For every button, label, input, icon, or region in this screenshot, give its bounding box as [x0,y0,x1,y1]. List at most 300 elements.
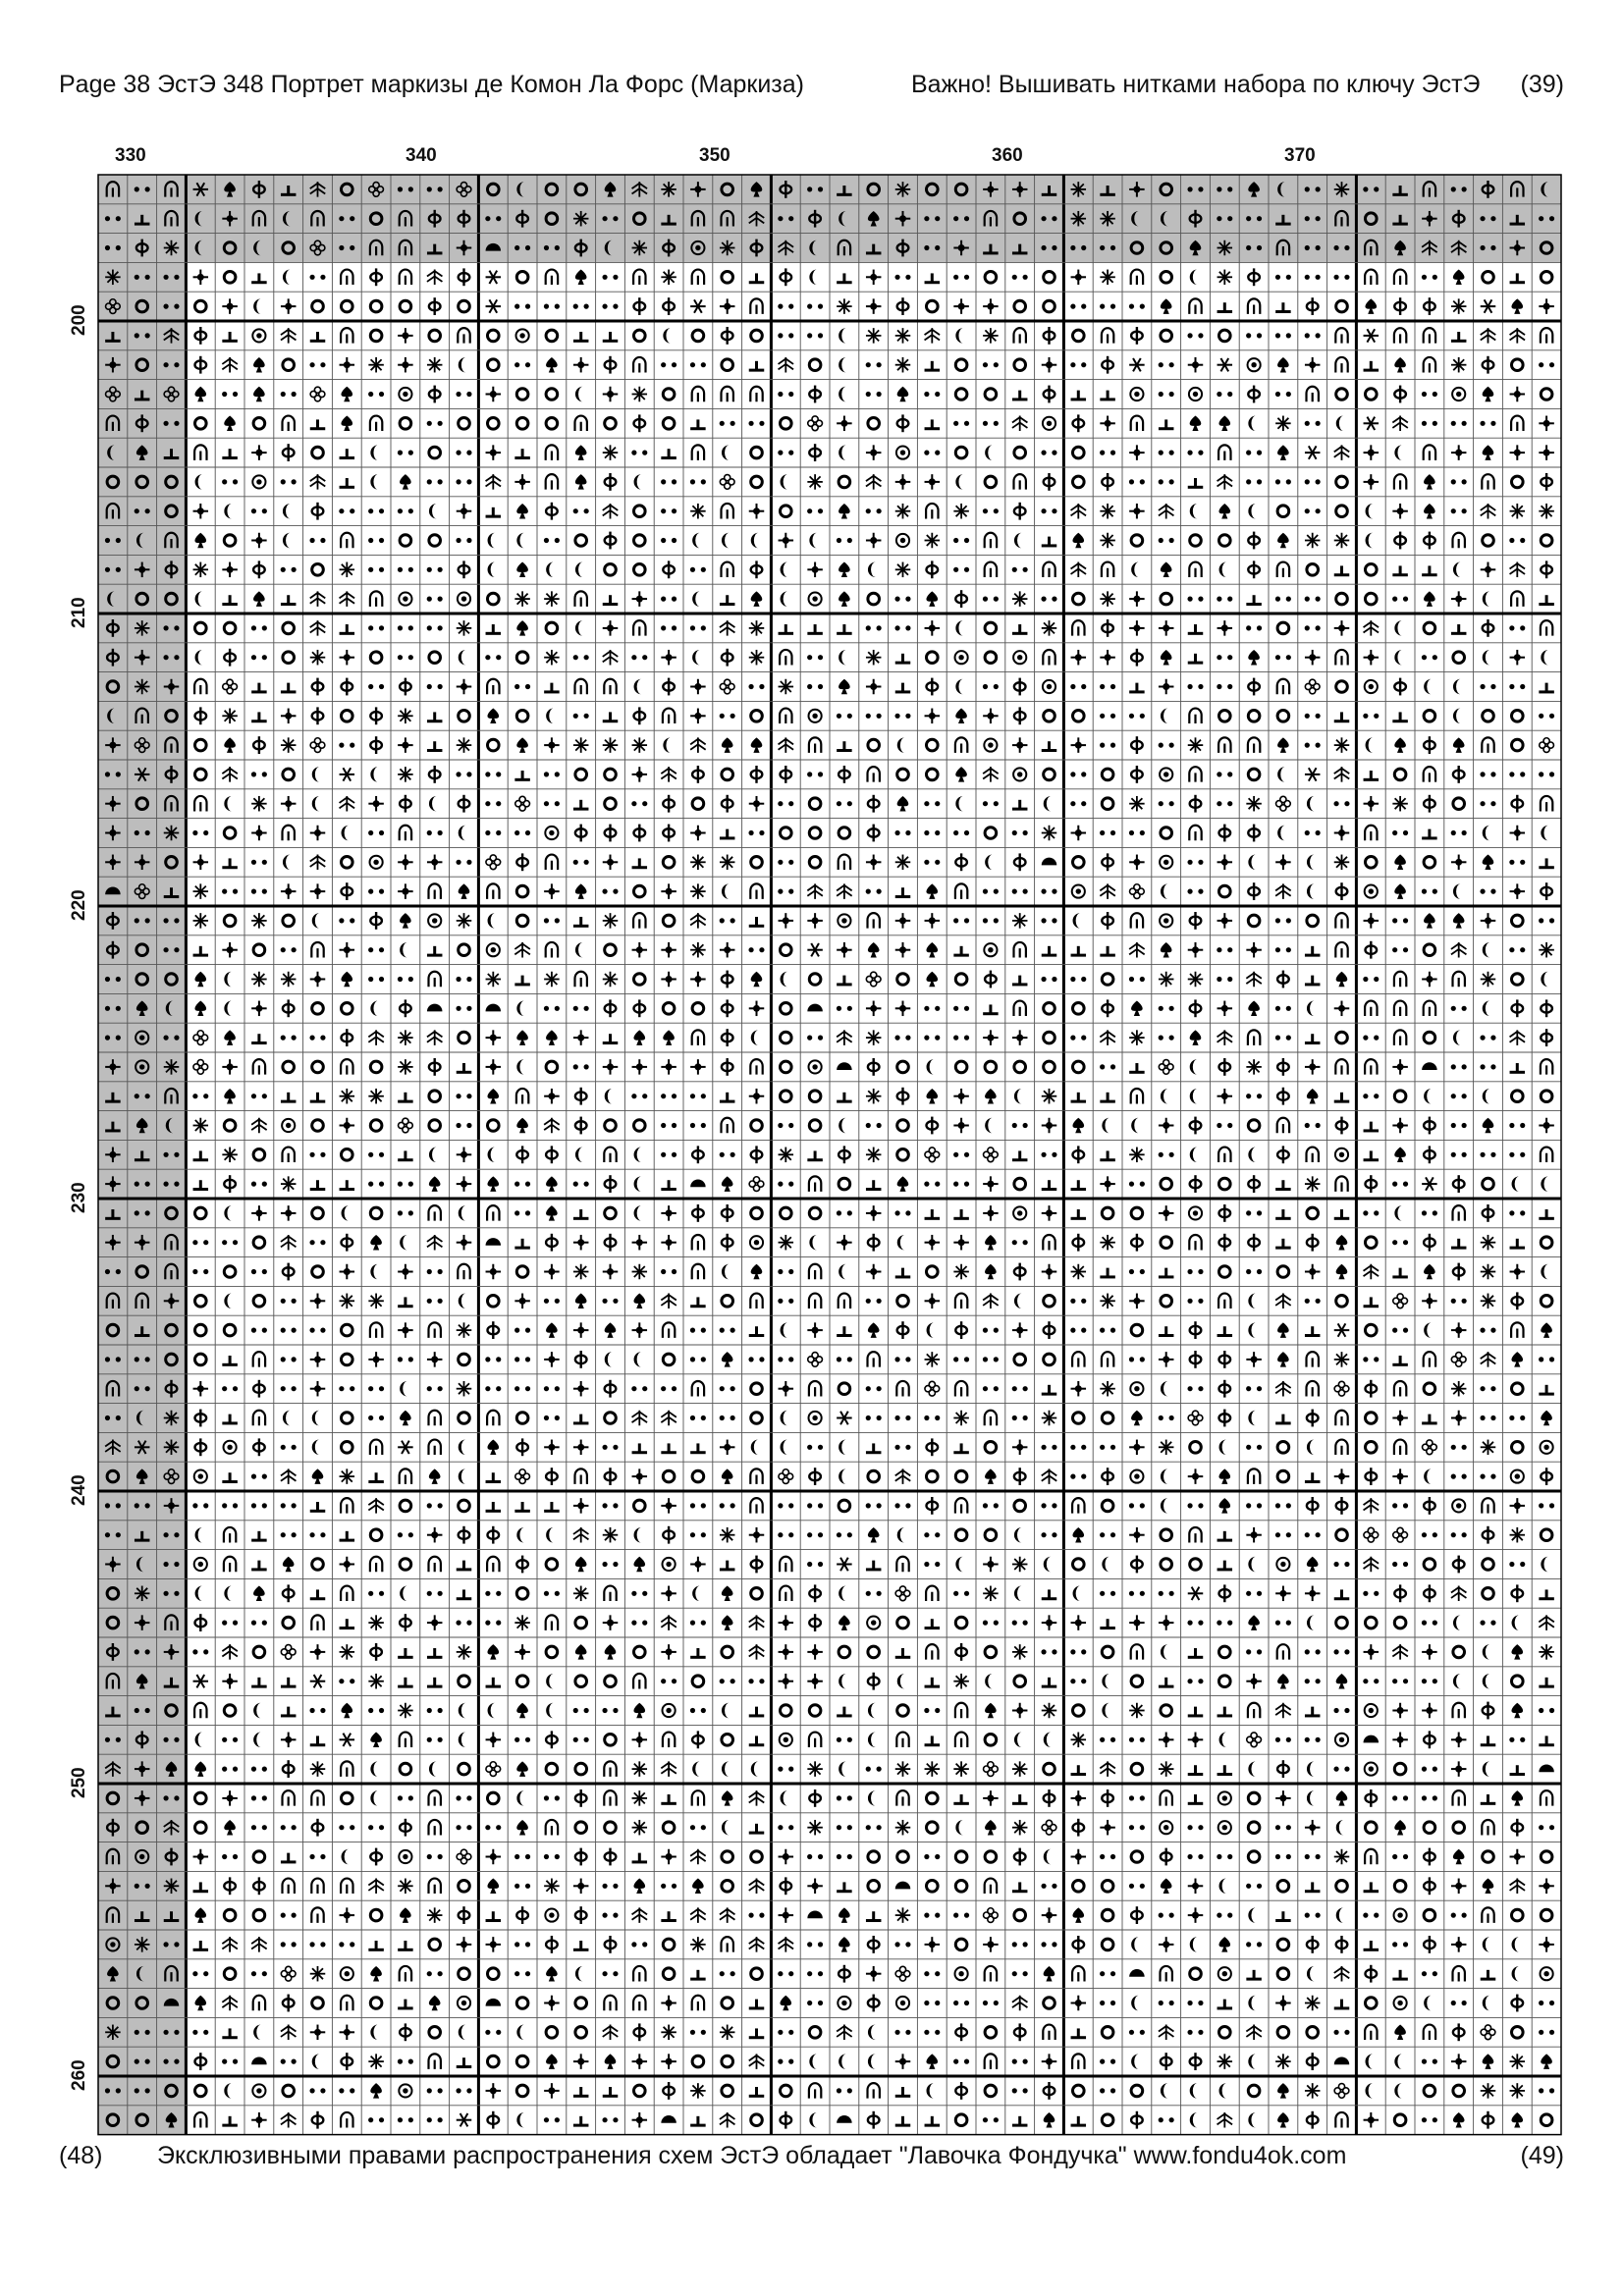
stitch-symbol-snowflake [1539,1644,1553,1659]
stitch-symbol-crescent [1073,913,1081,928]
stitch-symbol-plus-dot [1042,1118,1056,1133]
stitch-symbol-circle [985,1061,997,1073]
stitch-symbol-diamond-dots [309,1152,325,1157]
stitch-symbol-tree [1275,1294,1290,1308]
stitch-symbol-circle [1102,2114,1113,2126]
stitch-symbol-diamond-dots [1539,2088,1554,2093]
stitch-symbol-circle [1307,915,1319,927]
stitch-symbol-plus-dot [1129,504,1144,518]
stitch-symbol-circle [546,417,558,429]
stitch-symbol-plus-dot [573,357,588,372]
stitch-symbol-diamond-dots [924,1562,940,1567]
stitch-symbol-spade [429,1176,441,1191]
stitch-symbol-phi [575,1906,587,1924]
stitch-symbol-arch [575,591,587,606]
stitch-symbol-phi [1190,795,1202,813]
stitch-symbol-phi [1131,2111,1143,2129]
stitch-symbol-up-tack [661,1794,676,1803]
stitch-symbol-tree [661,1411,676,1425]
stitch-symbol-circle [1102,1500,1113,1512]
stitch-symbol-diamond-dots [837,1854,852,1859]
stitch-symbol-spade [1511,1352,1523,1366]
stitch-symbol-circle [663,1002,675,1014]
stitch-symbol-plus-dot [720,298,734,313]
stitch-symbol-arch [1218,1294,1230,1308]
stitch-symbol-diamond-dots [339,1386,354,1391]
stitch-symbol-snowflake [1129,1148,1144,1162]
stitch-symbol-circle [370,1061,382,1073]
stitch-symbol-diamond-dots [192,1094,208,1098]
stitch-symbol-diamond-dots [573,304,589,309]
stitch-symbol-bullseye [1013,651,1026,664]
stitch-symbol-diamond-dots [602,1884,618,1889]
stitch-symbol-diamond-dots [456,1621,471,1626]
stitch-symbol-bullseye [1365,1704,1378,1717]
stitch-symbol-diamond-dots [631,655,647,660]
stitch-symbol-diamond-dots [690,1708,706,1713]
stitch-symbol-plus-dot [1539,416,1553,431]
stitch-symbol-tree [779,357,793,372]
stitch-symbol-diamond-dots [837,1825,852,1830]
stitch-symbol-circle [1394,1617,1406,1629]
stitch-symbol-up-tack [1275,1239,1290,1248]
stitch-symbol-diamond-dots [368,1591,384,1596]
stitch-symbol-spade [194,1001,206,1016]
stitch-symbol-plus-dot [749,1527,764,1542]
stitch-symbol-crescent [1248,1411,1256,1425]
stitch-symbol-plus-dot [1451,2054,1466,2068]
stitch-symbol-up-tack [1275,1911,1290,1920]
stitch-symbol-up-tack [895,1648,910,1657]
stitch-symbol-flower [749,1177,764,1192]
stitch-symbol-diamond-dots [1159,1036,1174,1041]
stitch-symbol-plus-dot [1364,474,1379,489]
stitch-symbol-diamond-dots [1070,772,1086,776]
stitch-symbol-diamond-dots [1246,1094,1262,1098]
stitch-symbol-circle [1511,2026,1523,2038]
stitch-symbol-plus-dot [1510,826,1525,840]
stitch-symbol-crescent [224,1294,232,1308]
stitch-symbol-circle [1453,2085,1465,2097]
stitch-symbol-phi [575,1351,587,1368]
stitch-symbol-spade [780,1996,791,2010]
stitch-symbol-phi [253,1877,265,1895]
stitch-symbol-tree [1539,1615,1553,1629]
stitch-symbol-plus-dot [193,855,208,870]
stitch-symbol-diamond-dots [1100,1064,1115,1069]
stitch-symbol-bullseye [838,1997,850,2009]
stitch-symbol-diamond-dots [1100,1532,1115,1537]
stitch-symbol-crescent [1014,1089,1022,1103]
stitch-symbol-plus-dot [398,357,412,372]
stitch-symbol-asterisk [807,943,822,956]
stitch-symbol-plus-dot [1129,620,1144,635]
stitch-symbol-diamond-dots [1217,1854,1232,1859]
stitch-symbol-flower [1334,1381,1349,1396]
stitch-symbol-phi [780,766,791,783]
stitch-symbol-diamond-dots [1275,947,1291,952]
stitch-symbol-crescent [722,445,730,459]
stitch-symbol-diamond-dots [1480,684,1495,689]
stitch-symbol-up-tack [661,1443,676,1452]
stitch-symbol-circle [780,2085,791,2097]
stitch-symbol-diamond-dots [866,1299,882,1304]
stitch-symbol-snowflake [1334,182,1349,196]
stitch-symbol-arch [1541,620,1552,635]
stitch-symbol-crescent [692,591,700,606]
stitch-symbol-diamond-dots [778,392,793,397]
stitch-symbol-crescent [1161,2083,1168,2098]
stitch-symbol-diamond-dots [837,1795,852,1800]
stitch-symbol-asterisk [1305,768,1320,780]
stitch-symbol-snowflake [544,972,559,987]
stitch-symbol-diamond-dots [894,1415,910,1420]
stitch-symbol-diamond-dots [281,1913,297,1918]
stitch-symbol-plus-dot [1159,679,1173,694]
stitch-symbol-arch [458,328,469,343]
stitch-symbol-arch [868,913,880,928]
stitch-symbol-crescent [1453,883,1461,898]
column-label: 330 [115,145,146,166]
stitch-symbol-diamond-dots [1305,333,1321,338]
stitch-symbol-diamond-dots [837,801,852,806]
stitch-symbol-circle [1365,1998,1377,2009]
stitch-symbol-arch [750,387,762,401]
stitch-symbol-plus-dot [749,504,764,518]
stitch-symbol-spade [546,1176,558,1191]
stitch-symbol-snowflake [1275,2054,1290,2068]
stitch-symbol-diamond-dots [1041,451,1056,455]
stitch-symbol-snowflake [193,913,208,928]
stitch-symbol-plus-dot [866,679,881,694]
stitch-symbol-snowflake [1510,1527,1525,1542]
stitch-symbol-snowflake [457,913,471,928]
stitch-symbol-phi [1248,561,1260,578]
stitch-symbol-plus-dot [310,1352,325,1366]
stitch-symbol-circle [633,563,645,575]
stitch-symbol-phi [1394,678,1406,696]
stitch-symbol-circle [897,1061,909,1073]
stitch-symbol-crescent [1307,855,1315,870]
stitch-symbol-phi [370,736,382,754]
stitch-symbol-arch [955,1498,967,1513]
stitch-symbol-flower [866,972,881,987]
stitch-symbol-spade [692,1879,704,1894]
stitch-symbol-plus-dot [1100,650,1114,665]
stitch-symbol-phi [722,1058,733,1076]
stitch-symbol-circle [1336,1617,1348,1629]
stitch-symbol-crescent [781,1411,788,1425]
stitch-symbol-crescent [692,1586,700,1601]
stitch-symbol-plus-dot [807,1674,822,1688]
stitch-symbol-plus-dot [983,1030,998,1044]
stitch-symbol-snowflake [720,855,734,870]
stitch-symbol-crescent [370,1264,378,1279]
stitch-symbol-arch [1131,270,1143,285]
stitch-symbol-circle [780,1207,791,1219]
stitch-symbol-diamond-dots [1100,830,1115,835]
stitch-symbol-bullseye [1189,388,1202,400]
stitch-symbol-circle [1102,769,1113,780]
stitch-symbol-plus-dot [1159,1937,1173,1951]
stitch-symbol-tree [1334,445,1349,459]
stitch-symbol-diamond-dots [602,1708,618,1713]
stitch-symbol-diamond-dots [281,567,297,572]
stitch-symbol-diamond-dots [837,1532,852,1537]
stitch-symbol-diamond-dots [661,538,676,543]
stitch-symbol-diamond-dots [398,1210,413,1215]
stitch-symbol-diamond-dots [1392,918,1408,923]
stitch-symbol-spade [429,1996,441,2010]
stitch-symbol-spade [722,1615,733,1629]
stitch-symbol-snowflake [1305,533,1320,548]
stitch-symbol-up-tack [427,741,442,750]
stitch-symbol-up-tack [1451,624,1466,633]
stitch-symbol-tree [1392,1644,1407,1659]
stitch-symbol-crescent [839,445,846,459]
stitch-symbol-circle [897,1120,909,1132]
stitch-symbol-diamond-dots [1422,1767,1437,1772]
stitch-symbol-snowflake [1100,211,1114,226]
stitch-symbol-snowflake [310,1966,325,1981]
stitch-symbol-tree [1364,1498,1379,1513]
stitch-symbol-arch [1453,972,1465,987]
stitch-symbol-spade [516,562,528,577]
stitch-symbol-up-tack [398,1648,412,1657]
stitch-symbol-plus-dot [427,855,442,870]
stitch-symbol-up-tack [1539,1678,1553,1686]
stitch-symbol-diamond-dots [1187,1386,1203,1391]
stitch-symbol-crescent [839,387,846,401]
stitch-symbol-tree [1364,1264,1379,1279]
stitch-symbol-snowflake [457,1644,471,1659]
stitch-symbol-arch [1365,1001,1377,1016]
stitch-symbol-crescent [575,620,583,635]
stitch-symbol-phi [633,2023,645,2041]
stitch-symbol-up-tack [340,624,354,633]
stitch-symbol-plus-dot [573,1440,588,1455]
stitch-symbol-diamond-dots [1012,275,1028,280]
stitch-symbol-diamond-dots [778,1299,793,1304]
stitch-symbol-tree [1100,883,1114,898]
stitch-symbol-circle [283,2085,295,2097]
stitch-symbol-crescent [1366,504,1374,518]
stitch-symbol-plus-dot [1071,1790,1086,1805]
stitch-symbol-circle [633,506,645,517]
stitch-symbol-phi [1014,678,1026,696]
stitch-symbol-circle [283,359,295,371]
stitch-symbol-crescent [1131,1118,1139,1133]
stitch-symbol-diamond-dots [1100,1445,1115,1450]
stitch-symbol-plus-dot [866,1001,881,1016]
stitch-symbol-plus-dot [603,855,618,870]
stitch-symbol-up-tack [1042,1385,1056,1394]
stitch-symbol-diamond-dots [690,1328,706,1333]
stitch-symbol-diamond-dots [1217,977,1232,982]
stitch-symbol-snowflake [193,562,208,577]
stitch-symbol-phi [1190,2053,1202,2070]
stitch-symbol-plus-dot [779,1615,793,1629]
stitch-symbol-spade [839,1907,850,1922]
stitch-symbol-circle [722,769,733,780]
stitch-symbol-spade [224,1820,236,1835]
stitch-symbol-diamond-dots [1070,304,1086,309]
stitch-symbol-circle [1365,1237,1377,1249]
stitch-symbol-arch [1189,767,1201,781]
stitch-symbol-arch [341,1761,352,1776]
stitch-symbol-spade [370,1966,382,1981]
stitch-symbol-circle [1044,300,1055,312]
stitch-symbol-up-tack [573,800,588,809]
stitch-symbol-up-tack [1188,1794,1203,1803]
stitch-symbol-bullseye [1276,1558,1289,1571]
stitch-symbol-spade [926,972,938,987]
stitch-symbol-diamond-dots [602,1562,618,1567]
stitch-symbol-up-tack [1100,1093,1114,1101]
stitch-symbol-arch [1453,533,1465,548]
stitch-symbol-diamond-dots [631,801,647,806]
stitch-symbol-plus-dot [1539,1937,1553,1951]
stitch-symbol-phi [1190,1175,1202,1193]
stitch-symbol-diamond-dots [866,1591,882,1596]
stitch-symbol-diamond-dots [1363,1210,1379,1215]
stitch-symbol-plus-dot [807,1322,822,1337]
stitch-symbol-circle [194,1792,206,1804]
stitch-symbol-tree [632,1411,647,1425]
stitch-symbol-up-tack [690,1297,705,1306]
stitch-symbol-half-disc [837,1062,851,1070]
stitch-symbol-plus-dot [895,913,910,928]
stitch-symbol-arch [429,1790,441,1805]
stitch-symbol-flower [1305,679,1320,694]
stitch-symbol-snowflake [953,1264,968,1279]
stitch-symbol-circle [955,1061,967,1073]
stitch-symbol-phi [459,1906,470,1924]
stitch-symbol-arch [604,1790,616,1805]
stitch-symbol-plus-dot [807,913,822,928]
stitch-symbol-up-tack [340,1531,354,1540]
stitch-symbol-arch [1394,270,1406,285]
stitch-symbol-bullseye [458,593,470,606]
stitch-symbol-diamond-dots [866,1415,882,1420]
stitch-symbol-circle [312,447,324,458]
stitch-symbol-phi [400,678,411,696]
stitch-symbol-phi [985,971,997,988]
stitch-symbol-phi [341,882,352,900]
stitch-symbol-asterisk [1305,446,1320,458]
stitch-symbol-diamond-dots [1392,1562,1408,1567]
stitch-symbol-phi [487,1321,499,1339]
stitch-symbol-phi [1541,1029,1552,1046]
stitch-symbol-up-tack [837,1093,851,1101]
stitch-symbol-spade [546,2054,558,2068]
stitch-symbol-spade [1336,1790,1348,1805]
stitch-symbol-plus-dot [457,1937,471,1951]
stitch-symbol-up-tack [251,1531,266,1540]
stitch-symbol-circle [633,535,645,547]
stitch-symbol-diamond-dots [192,1503,208,1508]
stitch-symbol-tree [749,1790,764,1805]
stitch-symbol-tree [1071,504,1086,518]
stitch-symbol-arch [692,1264,704,1279]
stitch-symbol-flower [486,1762,501,1777]
stitch-symbol-diamond-dots [485,1621,501,1626]
stitch-symbol-spade [253,591,265,606]
stitch-symbol-spade [751,1264,763,1279]
stitch-symbol-diamond-dots [1275,333,1291,338]
stitch-symbol-spade [663,1030,675,1044]
stitch-symbol-diamond-dots [309,2088,325,2093]
stitch-symbol-circle [839,476,850,488]
stitch-symbol-plus-dot [1188,1879,1203,1894]
stitch-symbol-circle [459,1763,470,1775]
stitch-symbol-circle [575,535,587,547]
stitch-symbol-circle [400,1559,411,1571]
stitch-symbol-diamond-dots [807,1532,823,1537]
stitch-symbol-snowflake [895,357,910,372]
stitch-symbol-arch [370,1440,382,1455]
stitch-symbol-spade [985,1089,997,1103]
stitch-symbol-circle [1218,535,1230,547]
stitch-symbol-arch [1072,1352,1084,1366]
stitch-symbol-flower [984,1148,999,1162]
stitch-symbol-up-tack [895,2087,910,2096]
stitch-symbol-diamond-dots [1187,860,1203,865]
stitch-symbol-diamond-dots [398,655,413,660]
stitch-symbol-plus-dot [983,1205,998,1220]
stitch-symbol-diamond-dots [1539,1357,1554,1362]
stitch-symbol-plus-dot [1422,1644,1436,1659]
stitch-symbol-circle [575,1676,587,1687]
stitch-symbol-bullseye [1335,1734,1348,1746]
stitch-symbol-snowflake [690,1937,705,1951]
stitch-symbol-tree [1100,1761,1114,1776]
stitch-symbol-plus-dot [1305,650,1320,665]
stitch-symbol-up-tack [398,1150,412,1159]
stitch-symbol-arch [1335,2112,1347,2127]
stitch-symbol-diamond-dots [894,1036,910,1041]
stitch-symbol-diamond-dots [1363,1094,1379,1098]
stitch-symbol-phi [605,1380,617,1398]
stitch-symbol-plus-dot [222,1059,237,1074]
stitch-symbol-up-tack [1042,537,1056,546]
stitch-symbol-phi [194,707,206,724]
stitch-symbol-up-tack [573,1415,588,1423]
stitch-symbol-tree [251,1118,266,1133]
stitch-symbol-circle [1044,1295,1055,1307]
stitch-symbol-plus-dot [1481,913,1495,928]
stitch-symbol-flower [1393,1527,1408,1542]
stitch-symbol-plus-dot [983,298,998,313]
stitch-symbol-diamond-dots [222,479,238,484]
stitch-symbol-spade [516,1761,528,1776]
stitch-symbol-diamond-dots [1480,1474,1495,1479]
stitch-symbol-diamond-dots [398,567,413,572]
stitch-symbol-diamond-dots [456,1825,471,1830]
stitch-symbol-diamond-dots [1275,1532,1291,1537]
stitch-symbol-crescent [751,1761,759,1776]
stitch-symbol-tree [1510,1030,1525,1044]
stitch-symbol-phi [224,1175,236,1193]
stitch-symbol-spade [194,387,206,401]
stitch-symbol-phi [1541,999,1552,1017]
stitch-symbol-tree [251,1937,266,1951]
stitch-symbol-diamond-dots [1187,333,1203,338]
stitch-symbol-snowflake [310,650,325,665]
stitch-symbol-diamond-dots [514,304,530,309]
stitch-symbol-phi [1044,473,1055,491]
stitch-symbol-snowflake [457,1322,471,1337]
